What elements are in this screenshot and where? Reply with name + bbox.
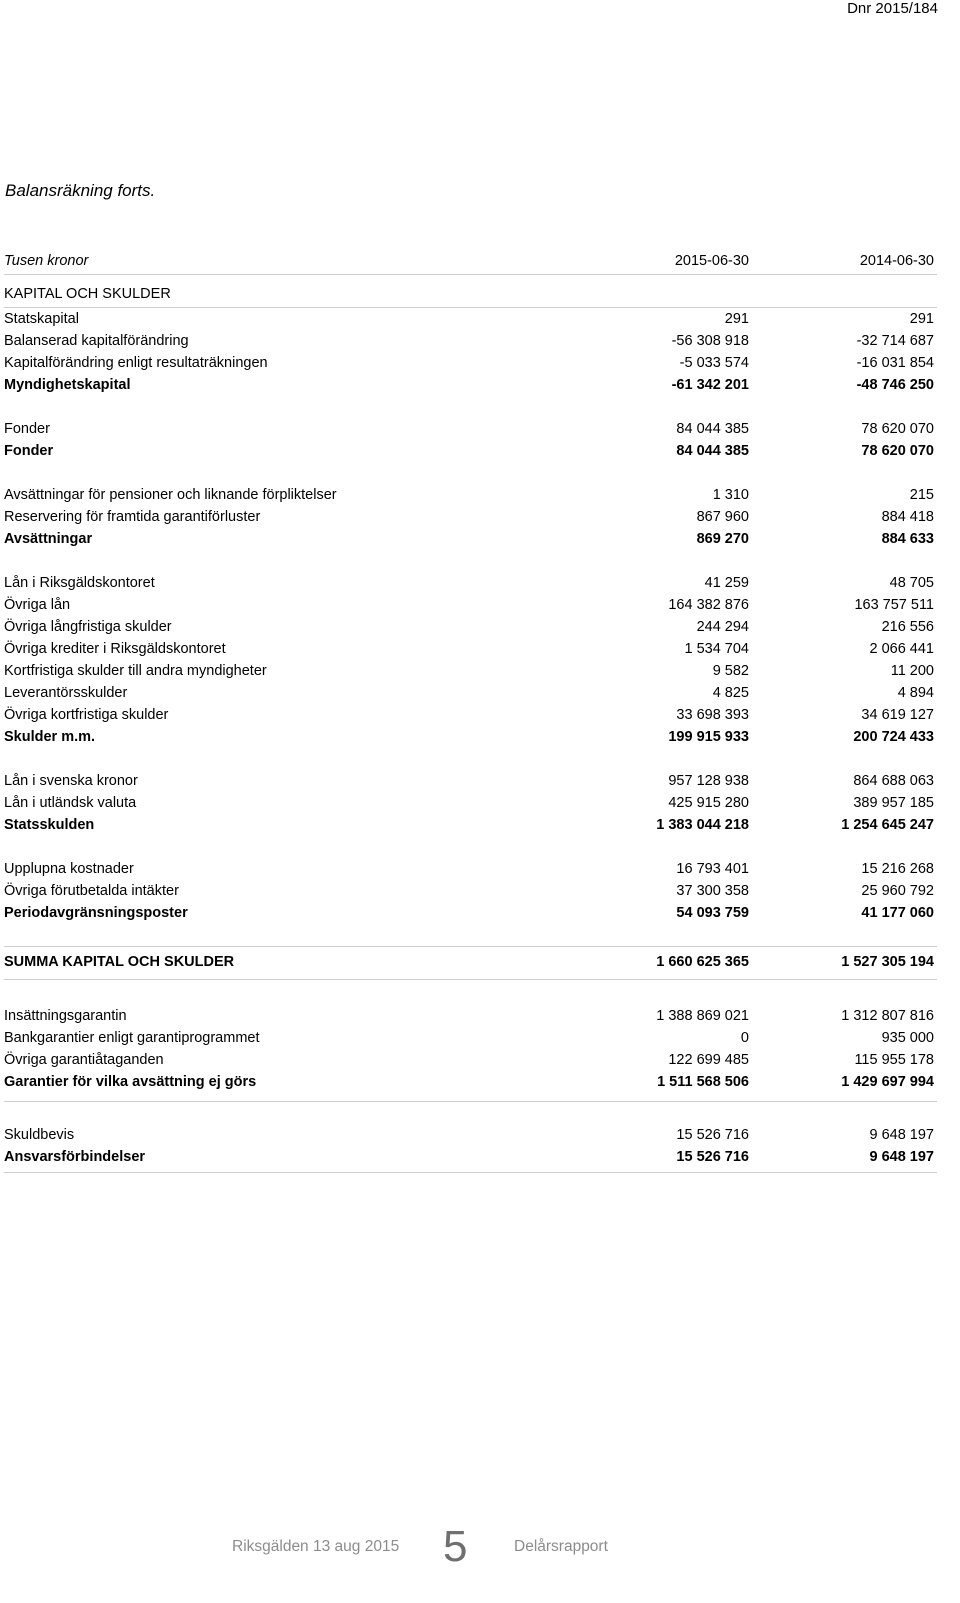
row-label: Balanserad kapitalförändring (4, 333, 189, 349)
row-label: Ansvarsförbindelser (4, 1149, 146, 1165)
value-2014: 291 (909, 311, 934, 327)
row-label: Bankgarantier enligt garantiprogrammet (4, 1030, 260, 1046)
value-2014: 163 757 511 (854, 597, 934, 613)
table-row (4, 660, 937, 682)
value-2015: 957 128 938 (668, 773, 749, 789)
value-2015: 33 698 393 (676, 707, 749, 723)
value-2015: 41 259 (704, 575, 749, 591)
value-2014: 9 648 197 (869, 1149, 934, 1165)
row-label: Periodavgränsningsposter (4, 905, 188, 921)
value-2014: 884 633 (881, 531, 934, 547)
value-2015: 15 526 716 (676, 1149, 749, 1165)
value-2015: 1 310 (712, 487, 749, 503)
subtotal-row (4, 374, 937, 396)
row-label: Övriga garantiåtaganden (4, 1052, 164, 1068)
table-header-row (4, 250, 937, 274)
value-2014: 2 066 441 (869, 641, 934, 657)
row-label: Kapitalförändring enligt resultaträkningen (4, 355, 268, 371)
value-2015: -61 342 201 (671, 377, 749, 393)
table-row (4, 858, 937, 880)
value-2014: 215 (909, 487, 934, 503)
row-label: Upplupna kostnader (4, 861, 134, 877)
table-row (4, 1027, 937, 1049)
table-row (4, 1005, 937, 1027)
subtotal-row (4, 1146, 937, 1168)
table-row (4, 484, 937, 506)
table-row (4, 572, 937, 594)
row-label: Skulder m.m. (4, 729, 96, 745)
row-label: Fonder (4, 421, 50, 437)
value-2014: 1 312 807 816 (841, 1008, 934, 1024)
table-row (4, 704, 937, 726)
value-2015: 84 044 385 (676, 443, 749, 459)
value-2014: 1 527 305 194 (841, 954, 934, 970)
value-2014: 864 688 063 (853, 773, 934, 789)
row-label: Reservering för framtida garantiförluster (4, 509, 261, 525)
subtotal-row (4, 814, 937, 836)
value-2014: 11 200 (890, 663, 934, 679)
value-2014: 41 177 060 (861, 905, 934, 921)
table-row (4, 792, 937, 814)
unit-label: Tusen kronor (4, 253, 89, 269)
page-footer (0, 1522, 960, 1575)
value-2014: 78 620 070 (861, 421, 934, 437)
table-row (4, 770, 937, 792)
value-2015: 16 793 401 (676, 861, 749, 877)
section-title: KAPITAL OCH SKULDER (4, 286, 171, 302)
value-2015: 37 300 358 (676, 883, 749, 899)
value-2015: 1 660 625 365 (656, 954, 749, 970)
subtotal-row (4, 440, 937, 462)
row-label: Garantier för vilka avsättning ej görs (4, 1074, 257, 1090)
value-2015: -5 033 574 (679, 355, 749, 371)
row-label: Övriga krediter i Riksgäldskontoret (4, 641, 226, 657)
row-label: Övriga långfristiga skulder (4, 619, 172, 635)
row-label: Övriga förutbetalda intäkter (4, 883, 179, 899)
table-row (4, 594, 937, 616)
value-2015: 4 825 (712, 685, 749, 701)
row-label: Avsättningar för pensioner och liknande förpliktelser (4, 487, 337, 503)
value-2014: -48 746 250 (856, 377, 934, 393)
table-row (4, 308, 937, 330)
value-2015: 291 (724, 311, 749, 327)
row-label: Lån i svenska kronor (4, 773, 138, 789)
section-title-row (4, 283, 937, 307)
value-2014: 115 955 178 (854, 1052, 934, 1068)
row-label: Statskapital (4, 311, 79, 327)
value-2015: 0 (740, 1030, 749, 1046)
table-row (4, 418, 937, 440)
value-2014: 25 960 792 (861, 883, 934, 899)
document-number: Dnr 2015/184 (847, 0, 938, 17)
value-2015: 199 915 933 (668, 729, 749, 745)
row-label: Övriga kortfristiga skulder (4, 707, 169, 723)
table-row (4, 1049, 937, 1071)
value-2014: -16 031 854 (856, 355, 934, 371)
table-row (4, 616, 937, 638)
table-row (4, 638, 937, 660)
subtotal-row (4, 726, 937, 748)
subtotal-row (4, 902, 937, 924)
value-2015: -56 308 918 (671, 333, 749, 349)
row-label: Kortfristiga skulder till andra myndigheter (4, 663, 267, 679)
row-label: Avsättningar (4, 531, 93, 547)
balance-sheet-table (4, 250, 937, 1173)
value-2015: 15 526 716 (676, 1127, 749, 1143)
subtotal-row (4, 1071, 937, 1093)
value-2015: 122 699 485 (668, 1052, 749, 1068)
value-2014: 216 556 (881, 619, 934, 635)
value-2014: 884 418 (881, 509, 934, 525)
value-2015: 244 294 (696, 619, 749, 635)
value-2014: 200 724 433 (853, 729, 934, 745)
table-row (4, 880, 937, 902)
divider (4, 1172, 937, 1173)
value-2015: 9 582 (712, 663, 749, 679)
subtotal-row (4, 528, 937, 550)
page-subtitle: Balansräkning forts. (5, 181, 156, 200)
value-2015: 54 093 759 (676, 905, 749, 921)
value-2014: -32 714 687 (856, 333, 934, 349)
value-2014: 4 894 (897, 685, 934, 701)
row-label: Övriga lån (4, 597, 71, 613)
value-2015: 425 915 280 (668, 795, 749, 811)
row-label: Fonder (4, 443, 54, 459)
value-2014: 1 254 645 247 (841, 817, 934, 833)
table-row (4, 330, 937, 352)
value-2015: 1 383 044 218 (656, 817, 749, 833)
value-2014: 1 429 697 994 (841, 1074, 934, 1090)
value-2015: 1 534 704 (684, 641, 749, 657)
table-row (4, 1124, 937, 1146)
column-header-2015: 2015-06-30 (674, 253, 749, 269)
value-2015: 164 382 876 (668, 597, 749, 613)
row-label: Lån i utländsk valuta (4, 795, 137, 811)
row-label: Leverantörsskulder (4, 685, 128, 701)
value-2015: 867 960 (696, 509, 749, 525)
value-2014: 48 705 (889, 575, 934, 591)
value-2014: 34 619 127 (861, 707, 934, 723)
table-row (4, 506, 937, 528)
value-2015: 869 270 (696, 531, 749, 547)
value-2014: 389 957 185 (853, 795, 934, 811)
row-label: Insättningsgarantin (4, 1008, 127, 1024)
page-number: 5 (443, 1522, 468, 1571)
row-label: Statsskulden (4, 817, 95, 833)
value-2014: 935 000 (881, 1030, 934, 1046)
value-2014: 9 648 197 (869, 1127, 934, 1143)
value-2015: 1 511 568 506 (657, 1074, 749, 1090)
row-label: SUMMA KAPITAL OCH SKULDER (4, 954, 235, 970)
row-label: Skuldbevis (4, 1127, 75, 1143)
value-2014: 78 620 070 (861, 443, 934, 459)
footer-report-name: Delårsrapport (514, 1538, 608, 1555)
row-label: Lån i Riksgäldskontoret (4, 575, 155, 591)
table-row (4, 682, 937, 704)
value-2015: 1 388 869 021 (656, 1008, 749, 1024)
grand-total-row (4, 951, 937, 975)
value-2015: 84 044 385 (676, 421, 749, 437)
footer-publisher-date: Riksgälden 13 aug 2015 (232, 1538, 400, 1555)
value-2014: 15 216 268 (861, 861, 934, 877)
table-row (4, 352, 937, 374)
row-label: Myndighetskapital (4, 377, 131, 393)
column-header-2014: 2014-06-30 (859, 253, 934, 269)
